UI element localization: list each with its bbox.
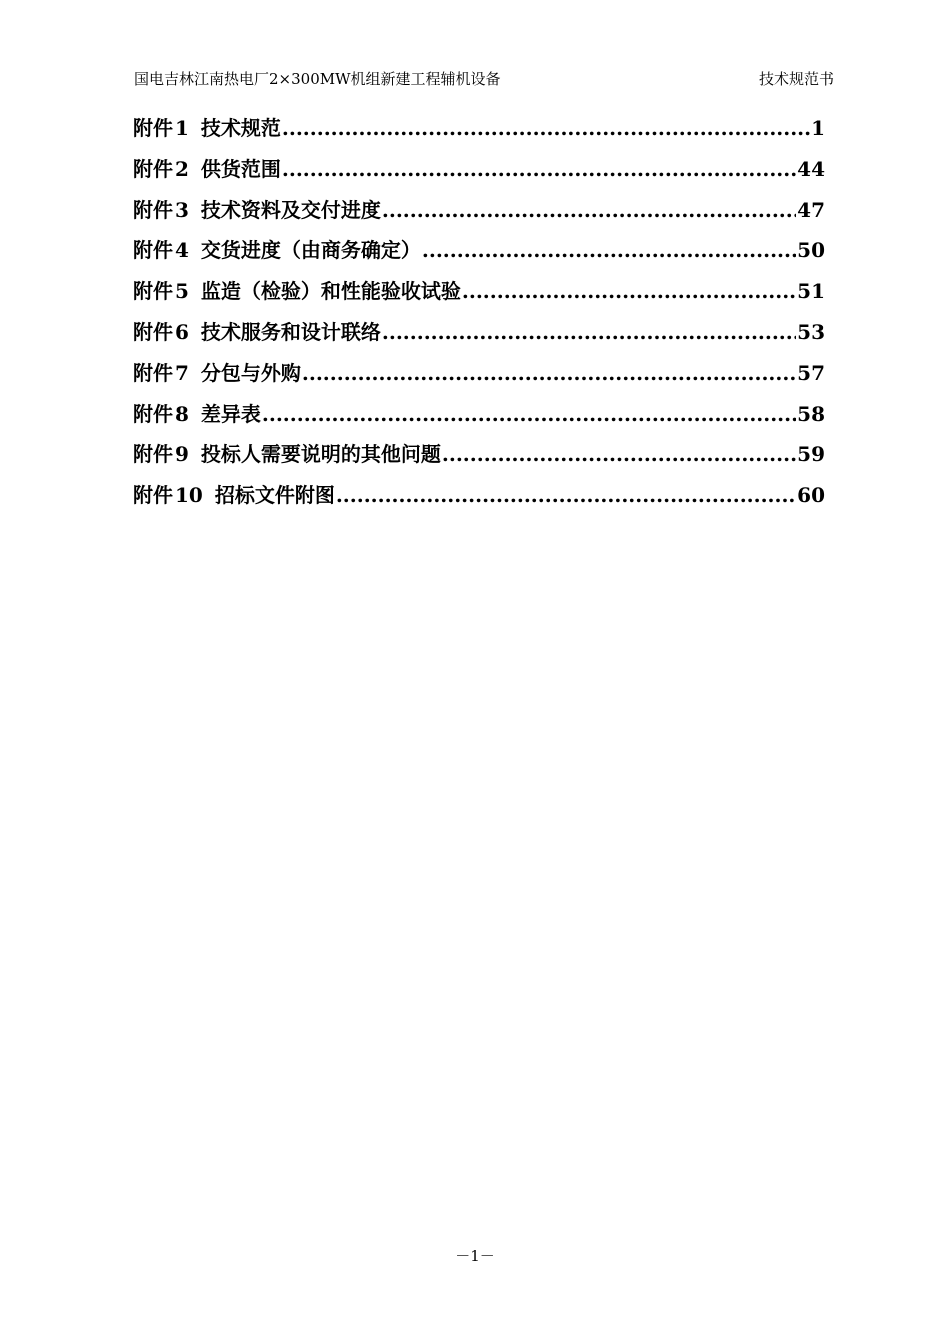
header-document-type: 技术规范书 [758, 70, 834, 88]
toc-entry-label [133, 271, 461, 312]
toc-entry[interactable] [133, 434, 825, 475]
toc-entry-prefix: 附件 [133, 442, 173, 467]
toc-entry-prefix: 附件 [133, 483, 173, 508]
toc-leader-dots [336, 475, 796, 516]
toc-entry[interactable] [133, 190, 825, 231]
toc-entry-number: 5 [175, 279, 189, 304]
toc-entry-page: 1 [811, 116, 825, 140]
toc-entry-label [133, 434, 441, 475]
toc-entry-number: 3 [175, 197, 189, 222]
toc-entry-prefix: 附件 [133, 197, 173, 222]
toc-entry-prefix: 附件 [133, 279, 173, 304]
toc-entry[interactable] [133, 394, 825, 435]
toc-entry-label [133, 230, 421, 271]
toc-leader-dots [422, 230, 796, 271]
toc-entry-prefix: 附件 [133, 401, 173, 426]
toc-entry-label [133, 353, 301, 394]
toc-leader-dots [382, 312, 796, 353]
toc-entry-page: 44 [797, 156, 825, 181]
toc-entry-label [133, 190, 381, 231]
table-of-contents [133, 108, 825, 516]
page-number-footer: －1－ [455, 1247, 495, 1265]
toc-entry-number: 2 [175, 156, 189, 181]
toc-entry[interactable] [133, 312, 825, 353]
toc-entry-page: 47 [797, 197, 825, 222]
toc-entry-number: 7 [175, 360, 189, 385]
toc-entry-title: 分包与外购 [200, 360, 301, 385]
toc-leader-dots [462, 271, 796, 312]
toc-entry-number: 6 [175, 319, 189, 344]
toc-leader-dots [282, 149, 796, 190]
toc-entry-label [133, 312, 381, 353]
toc-leader-dots [262, 394, 796, 435]
toc-entry-prefix: 附件 [133, 156, 173, 181]
toc-entry-title: 监造（检验）和性能验收试验 [200, 279, 461, 304]
toc-entry-number: 10 [175, 483, 203, 508]
toc-entry[interactable] [133, 108, 825, 149]
toc-entry-number: 8 [175, 401, 189, 426]
toc-entry-prefix: 附件 [133, 319, 173, 344]
toc-entry-title: 投标人需要说明的其他问题 [200, 442, 441, 467]
toc-entry-number: 4 [175, 238, 189, 263]
toc-entry-prefix: 附件 [133, 116, 173, 140]
toc-leader-dots [442, 434, 796, 475]
toc-entry-number: 9 [175, 442, 189, 467]
toc-leader-dots [282, 108, 810, 149]
toc-entry[interactable] [133, 271, 825, 312]
toc-entry-title: 供货范围 [200, 156, 281, 181]
toc-entry-prefix: 附件 [133, 238, 173, 263]
toc-entry-prefix: 附件 [133, 360, 173, 385]
page-header [134, 66, 834, 92]
toc-entry-page: 50 [797, 238, 825, 263]
toc-entry-title: 差异表 [200, 401, 261, 426]
toc-entry-title: 技术规范 [200, 116, 281, 140]
toc-entry-page: 59 [797, 442, 825, 467]
toc-entry-label [133, 394, 261, 435]
toc-entry-title: 招标文件附图 [214, 483, 335, 508]
toc-entry-page: 51 [797, 279, 825, 304]
toc-entry-page: 58 [797, 401, 825, 426]
toc-entry[interactable] [133, 353, 825, 394]
toc-entry-page: 53 [797, 319, 825, 344]
toc-entry-label [133, 475, 335, 516]
toc-entry-title: 技术服务和设计联络 [200, 319, 381, 344]
toc-entry[interactable] [133, 475, 825, 516]
toc-entry[interactable] [133, 230, 825, 271]
toc-entry-page: 57 [797, 360, 825, 385]
toc-leader-dots [302, 353, 796, 394]
toc-entry[interactable] [133, 149, 825, 190]
toc-entry-label [133, 108, 281, 149]
header-project-title: 国电吉林江南热电厂2×300MW机组新建工程辅机设备 [134, 70, 501, 88]
toc-entry-title: 交货进度（由商务确定） [200, 238, 421, 263]
toc-leader-dots [382, 190, 796, 231]
toc-entry-title: 技术资料及交付进度 [200, 197, 381, 222]
toc-entry-page: 60 [797, 483, 825, 508]
toc-entry-label [133, 149, 281, 190]
toc-entry-number: 1 [175, 116, 189, 140]
